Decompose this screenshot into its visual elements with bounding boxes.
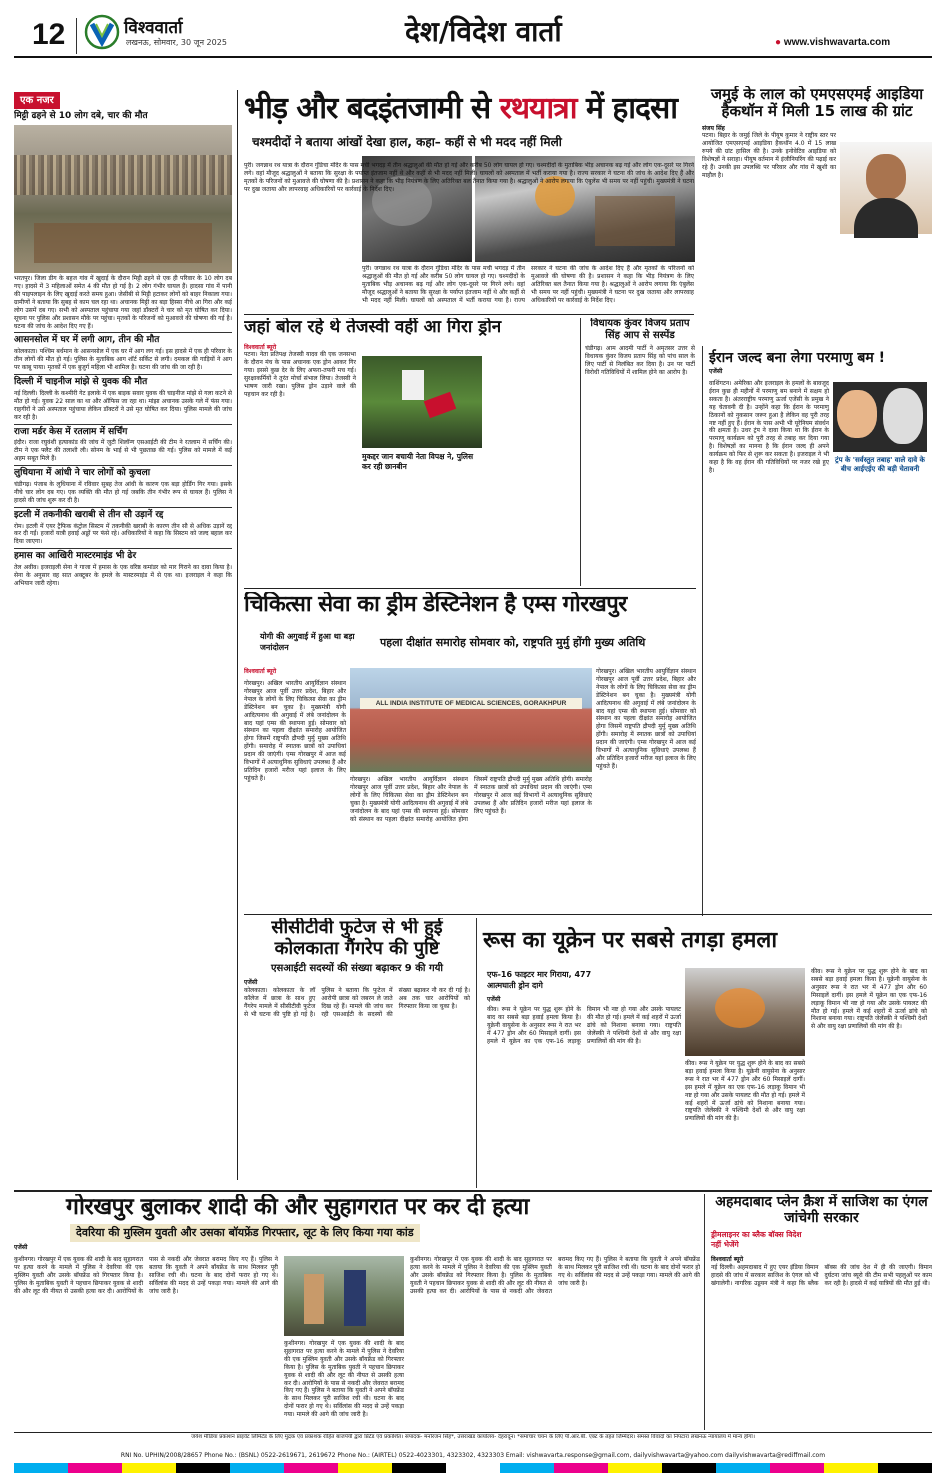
masthead-rule — [14, 56, 932, 58]
kolkata-headline: सीसीटीवी फुटेज से भी हुई कोलकाता गैंगरेप की पुष्टि — [271, 918, 443, 959]
brief-headline-7: हमास का आखिरी मास्टरमाइंड भी ढेर — [14, 548, 232, 563]
iran-photo — [833, 382, 927, 452]
brand-name: विश्ववार्ता — [124, 18, 183, 38]
gorakhpur-subheadline: देवरिया की मुस्लिम युवती और उसका बॉयफ्रेंड गिरफ्तार, लूट के लिए किया गया कांड — [70, 1224, 420, 1241]
iran-byline: एजेंसी — [709, 368, 723, 376]
jamui-headline: जमुई के लाल को एमएसएमई आइडिया हैकथॉन में मिली 15 लाख की ग्रांट — [710, 86, 924, 121]
lead-body-left — [244, 162, 359, 272]
aiims-photo — [350, 668, 592, 772]
lead-body: पुरी। जगन्नाथ रथ यात्रा के दौरान गुंडिचा मंदिर के पास मची भगदड़ में तीन श्रद्धालुओं की मौत हो गई और करीब 50 लोग घायल हो गए। चश्मदीदों के मुताबिक भीड़ अचानक बढ़ गई और लोग एक-दूसरे पर गिरने लगे। वहां मौजूद श्रद्धालुओं ने बताया कि सुरक्षा के पर्याप्त इंतजाम नहीं थे और कहीं से भी मदद नहीं मिली। घायलों को अस्पताल में भर्ती कराया गया है। राज्य सरकार ने घटना की जांच के आदेश दिए हैं और मृतकों के परिजनों को मुआवजे की घोषणा की है। प्रशासन ने कहा कि भीड़ नियंत्रण के लिए अतिरिक्त बल तैनात किया गया है। श्रद्धालुओं ने आरोप लगाया कि एंबुलेंस भी समय पर नहीं पहुंची। मुख्यमंत्री ने घटना पर दुख जताया और लापरवाह अधिकारियों पर कार्रवाई के निर्देश दिए। — [244, 162, 694, 193]
tejashwi-caption: मुकद्दर जान बचायी नेता विपक्ष ने, पुलिस कर रही छानबीन — [362, 452, 474, 471]
lead-body-bottom: पुरी। जगन्नाथ रथ यात्रा के दौरान गुंडिचा मंदिर के पास मची भगदड़ में तीन श्रद्धालुओं की मौत हो गई और करीब 50 लोग घायल हो गए। चश्मदीदों के मुताबिक भीड़ अचानक बढ़ गई और लोग एक-दूसरे पर गिरने लगे। वहां मौजूद श्रद्धालुओं ने बताया कि सुरक्षा के पर्याप्त इंतजाम नहीं थे और कहीं से भी मदद नहीं मिली। घायलों को अस्पताल में भर्ती कराया गया है। राज्य सरकार ने घटना की जांच के आदेश दिए हैं और मृतकों के परिजनों को मुआवजे की घोषणा की है। प्रशासन ने कहा कि भीड़ नियंत्रण के लिए अतिरिक्त बल तैनात किया गया है। श्रद्धालुओं ने आरोप लगाया कि एंबुलेंस भी समय पर नहीं पहुंची। मुख्यमंत्री ने घटना पर दुख जताया और लापरवाह अधिकारियों पर कार्रवाई के निर्देश दिए। — [362, 265, 694, 304]
landslide-photo — [14, 125, 232, 273]
brief-body-4: इंदौर। राजा रघुवंशी हत्याकांड की जांच में जुटी शिलॉन्ग एसआईटी की टीम ने रतलाम में सर्चिंग की। टीम ने एक फ्लैट की तलाशी ली। सोनम के भाई से भी पूछताछ की गई। पुलिस को मामले में कई अहम सबूत मिले हैं। — [14, 439, 232, 463]
aiims-body-left: गोरखपुर। अखिल भारतीय आयुर्विज्ञान संस्थान गोरखपुर आज पूर्वी उत्तर प्रदेश, बिहार और नेपाल के लोगों के लिए चिकित्सा सेवा का ड्रीम डेस्टिनेशन बन चुका है। मुख्यमंत्री योगी आदित्यनाथ की अगुवाई में लंबे जनांदोलन के बाद यहां एम्स की स्थापना हुई। सोमवार को संस्थान का पहला दीक्षांत समारोह आयोजित होगा जिसमें राष्ट्रपति द्रौपदी मुर्मु मुख्य अतिथि होंगी। समारोह में स्नातक छात्रों को उपाधियां प्रदान की जाएंगी। एम्स गोरखपुर में आज कई विभागों में अत्याधुनिक सुविधाएं उपलब्ध हैं और प्रतिदिन हजारों मरीज यहां इलाज के लिए पहुंचते हैं। — [244, 680, 346, 782]
tejashwi-body: पटना। नेता प्रतिपक्ष तेजस्वी यादव की एक जनसभा के दौरान मंच के पास अचानक एक ड्रोन आकर गिर गया। इससे कुछ देर के लिए अफरा-तफरी मच गई। सुरक्षाकर्मियों ने तुरंत मोर्चा संभाल लिया। तेजस्वी ने भाषण जारी रखा। पुलिस ड्रोन उड़ाने वाले की पहचान कर रही है। — [244, 351, 356, 398]
jamui-story — [702, 86, 932, 341]
kolkata-subheadline: एसआईटी सदस्यों की संख्या बढ़ाकर 9 की गयी — [271, 963, 443, 975]
brief-headline-5: लुधियाना में आंधी ने चार लोगों को कुचला — [14, 465, 232, 480]
footer-contact: RNI No. UPHIN/2008/28657 Phone No.: (BSNL) 0522-2619671, 2619672 Phone No.: (AIRTEL) 0522-4023301, 4323302, 4323303 Email: vishwavarta.response@gmail.com, dailyvishwavarta@yahoo.com dailyvishwavarta@rediffmail.com — [120, 1452, 826, 1459]
kolkata-byline: एजेंसी — [244, 979, 258, 987]
aiims-body-far: गोरखपुर। अखिल भारतीय आयुर्विज्ञान संस्थान गोरखपुर आज पूर्वी उत्तर प्रदेश, बिहार और नेपाल के लोगों के लिए चिकित्सा सेवा का ड्रीम डेस्टिनेशन बन चुका है। मुख्यमंत्री योगी आदित्यनाथ की अगुवाई में लंबे जनांदोलन के बाद यहां एम्स की स्थापना हुई। सोमवार को संस्थान का पहला दीक्षांत समारोह आयोजित होगा जिसमें राष्ट्रपति द्रौपदी मुर्मु मुख्य अतिथि होंगी। समारोह में स्नातक छात्रों को उपाधियां प्रदान की जाएंगी। एम्स गोरखपुर में आज कई विभागों में अत्याधुनिक सुविधाएं उपलब्ध हैं और प्रतिदिन हजारों मरीज यहां इलाज के लिए पहुंचते हैं। — [596, 668, 696, 770]
arrest-photo — [284, 1256, 404, 1336]
footer-rule — [14, 1432, 932, 1433]
iran-story — [702, 346, 932, 916]
aiims-sign: ALL INDIA INSTITUTE OF MEDICAL SCIENCES, GORAKHPUR — [360, 698, 582, 709]
russia-body-right: कीव। रूस ने यूक्रेन पर युद्ध शुरू होने के बाद का सबसे बड़ा हवाई हमला किया है। यूक्रेनी वायुसेना के अनुसार रूस ने रात भर में 477 ड्रोन और 60 मिसाइलें दागीं। इस हमले में यूक्रेन का एक एफ-16 लड़ाकू विमान भी नष्ट हो गया और उसके पायलट की मौत हो गई। हमले में कई शहरों में ऊर्जा ढांचे को निशाना बनाया गया। राष्ट्रपति जेलेंस्की ने पश्चिमी देशों से और वायु रक्षा प्रणालियों की मांग की है। — [811, 968, 927, 1031]
gorakhpur-headline: गोरखपुर बुलाकर शादी की और सुहागरात पर कर दी हत्या — [66, 1194, 529, 1220]
gorakhpur-byline: एजेंसी — [14, 1243, 28, 1251]
aiims-subheadline: पहला दीक्षांत समारोह सोमवार को, राष्ट्रपति मुर्मु होंगी मुख्य अतिथि — [380, 636, 646, 649]
color-registration-bar — [14, 1463, 932, 1473]
kolkata-body: कोलकाता। कोलकाता के लॉ कॉलेज में छात्रा के साथ हुए गैंगरेप मामले में सीसीटीवी फुटेज से भी घटना की पुष्टि हो गई है। पुलिस ने बताया कि फुटेज में आरोपी छात्रा को जबरन ले जाते दिख रहे हैं। मामले की जांच कर रही एसआईटी के सदस्यों की संख्या बढ़ाकर नौ कर दी गई है। अब तक चार आरोपियों को गिरफ्तार किया जा चुका है। — [244, 987, 470, 1018]
website-text: www.vishwavarta.com — [783, 37, 891, 48]
gorakhpur-body-mid: कुशीनगर। गोरखपुर में एक युवक की शादी के बाद सुहागरात पर हत्या करने के मामले में पुलिस ने देवरिया की एक मुस्लिम युवती और उसके बॉयफ्रेंड को गिरफ्तार किया है। पुलिस के मुताबिक युवती ने पहचान छिपाकर युवक से शादी की और लूट की नीयत से उसकी हत्या कर दी। आरोपियों के पास से नकदी और जेवरात बरामद किए गए हैं। पुलिस ने बताया कि युवती ने अपने बॉयफ्रेंड के साथ मिलकर पूरी साजिश रची थी। घटना के बाद दोनों फरार हो गए थे। सर्विलांस की मदद से उन्हें पकड़ा गया। मामले की आगे की जांच जारी है। — [284, 1340, 404, 1419]
page-number: 12 — [32, 18, 66, 51]
ahmedabad-headline: अहमदाबाद प्लेन क्रैश में साजिश का एंगल जांचेगी सरकार — [715, 1194, 928, 1227]
masthead — [0, 0, 945, 58]
brief-headline-1: मिट्टी ढहने से 10 लोग दबे, चार की मौत — [14, 111, 148, 122]
brief-body-3: नई दिल्ली। दिल्ली के कश्मीरी गेट इलाके में एक बाइक सवार युवक की चाइनीज मांझे से गला कटने से मौत हो गई। युवक 22 साल का था और ऑफिस जा रहा था। मांझा अचानक उसके गले में फंस गया। राहगीरों ने उसे अस्पताल पहुंचाया लेकिन डॉक्टरों ने उसे मृत घोषित कर दिया। पुलिस मामले की जांच कर रही है। — [14, 389, 232, 421]
kolkata-top-rule — [244, 914, 932, 915]
aiims-top-rule — [244, 588, 696, 589]
aiims-headline: चिकित्सा सेवा का ड्रीम डेस्टिनेशन है एम्स गोरखपुर — [244, 592, 627, 617]
ahmedabad-body: नई दिल्ली। अहमदाबाद में हुए एयर इंडिया विमान हादसे की जांच में सरकार साजिश के एंगल को भी खंगालेगी। नागरिक उड्डयन मंत्री ने कहा कि ब्लैक बॉक्स की जांच देश में ही की जाएगी। विमान दुर्घटना जांच ब्यूरो की टीम सभी पहलुओं पर काम कर रही है। हादसे में कई यात्रियों की मौत हुई थी। — [711, 1263, 932, 1287]
kunwar-story — [580, 318, 695, 586]
gorakhpur-body-right: कुशीनगर। गोरखपुर में एक युवक की शादी के बाद सुहागरात पर हत्या करने के मामले में पुलिस ने देवरिया की एक मुस्लिम युवती और उसके बॉयफ्रेंड को गिरफ्तार किया है। पुलिस के मुताबिक युवती ने पहचान छिपाकर युवक से शादी की और लूट की नीयत से उसकी हत्या कर दी। आरोपियों के पास से नकदी और जेवरात बरामद किए गए हैं। पुलिस ने बताया कि युवती ने अपने बॉयफ्रेंड के साथ मिलकर पूरी साजिश रची थी। घटना के बाद दोनों फरार हो गए थे। सर्विलांस की मदद से उन्हें पकड़ा गया। मामले की आगे की जांच जारी है। — [410, 1256, 700, 1295]
tejashwi-story — [244, 318, 574, 586]
jamui-body: पटना। बिहार के जमुई जिले के पीयूष कुमार ने राष्ट्रीय स्तर पर आयोजित एमएसएमई आइडिया हैकथॉन 4.0 में 15 लाख रुपये की ग्रांट हासिल की है। उनके इनोवेटिव आइडिया को विशेषज्ञों ने सराहा। पीयूष वर्तमान में इंजीनियरिंग की पढ़ाई कर रहे हैं। उनकी इस उपलब्धि पर परिवार और गांव में खुशी का माहौल है। — [702, 132, 836, 179]
tejashwi-headline: जहां बोल रहे थे तेजस्वी वहीं आ गिरा ड्रोन — [244, 318, 502, 337]
left-briefs — [14, 62, 232, 1186]
lead-headline-b: रथयात्रा — [499, 91, 577, 126]
footer-imprint: जयेश मीडिया प्रकाशन प्राइवेट लिमिटेड के लिए मुद्रक एवं प्रकाशक रोहित बाजपेयी द्वारा प्रिंटेड एवं प्रकाशित। संपादक- मनोरंजन सिंह*, उत्तराखंड कार्यालय- देहरादून। *समाचार चयन के लिए पी.आर.बी. एक्ट के तहत जिम्मेदार। समस्त विवादों का निपटारा लखनऊ न्यायालय में मान्य होगा। — [191, 1434, 755, 1440]
header-divider — [76, 18, 77, 54]
aiims-kicker: योगी की अगुवाई में हुआ था बड़ा जनांदोलन — [260, 632, 355, 652]
jamui-photo — [840, 142, 932, 234]
brief-headline-3: दिल्ली में चाइनीज मांझे से युवक की मौत — [14, 374, 232, 389]
brief-headline-2: आसनसोल में घर में लगी आग, तीन की मौत — [14, 332, 232, 347]
column-divider — [237, 90, 238, 1180]
section-title: देश/विदेश वार्ता — [405, 15, 562, 48]
brief-body-1: भरतपुर। जिला डीग के बहज गांव में खुदाई के दौरान मिट्टी ढहने से एक ही परिवार के 10 लोग दब गए। हादसे में 3 महिलाओं समेत 4 की मौत हो गई है। 2 लोग गंभीर घायल हैं। हादसा गांव में पानी की पाइपलाइन के लिए खुदाई करते समय हुआ। जेसीबी से मिट्टी हटाकर लोगों को बाहर निकाला गया। ग्रामीणों ने बताया कि सुबह से काम चल रहा था। अचानक मिट्टी का बड़ा हिस्सा नीचे आ गिरा और कई लोग उसमें दब गए। सभी को अस्पताल पहुंचाया गया जहां डॉक्टरों ने चार को मृत घोषित कर दिया। सूचना पर पुलिस और प्रशासन मौके पर पहुंचा। मृतकों के परिजनों को मुआवजे की घोषणा की गई है। घटना की जांच के आदेश दिए गए हैं। — [14, 275, 232, 330]
brand-logo-icon — [84, 14, 120, 50]
gorakhpur-story — [14, 1194, 700, 1430]
lead-headline-c: में हादसा — [576, 91, 678, 126]
globe-icon: ● — [775, 37, 782, 48]
iran-caption: ट्रंप के 'सर्वस्तुत तबाह' वाले दावे के बीच आईएईए की बड़ी चेतावनी — [835, 456, 925, 474]
bottom-section-rule — [14, 1190, 932, 1192]
jamui-byline: संजय सिंह — [702, 124, 725, 132]
ek-nazar-tag: एक नजर — [14, 92, 60, 109]
ahmedabad-kicker: ड्रीमलाइनर का ब्लैक बॉक्स विदेश नहीं भेजेंगे — [711, 1230, 802, 1250]
lead-headline-a: भीड़ और बदइंतजामी से — [244, 91, 500, 126]
lead-subheadline: चश्मदीदों ने बताया आंखों देखा हाल, कहा– कहीं से भी मदद नहीं मिली — [252, 135, 562, 149]
gorakhpur-body-left: कुशीनगर। गोरखपुर में एक युवक की शादी के बाद सुहागरात पर हत्या करने के मामले में पुलिस ने देवरिया की एक मुस्लिम युवती और उसके बॉयफ्रेंड को गिरफ्तार किया है। पुलिस के मुताबिक युवती ने पहचान छिपाकर युवक से शादी की और लूट की नीयत से उसकी हत्या कर दी। आरोपियों के पास से नकदी और जेवरात बरामद किए गए हैं। पुलिस ने बताया कि युवती ने अपने बॉयफ्रेंड के साथ मिलकर पूरी साजिश रची थी। घटना के बाद दोनों फरार हो गए थे। सर्विलांस की मदद से उन्हें पकड़ा गया। मामले की आगे की जांच जारी है। — [14, 1256, 278, 1295]
kunwar-body: चंडीगढ़। आम आदमी पार्टी ने अमृतसर उत्तर से विधायक कुंवर विजय प्रताप सिंह को पांच साल के लिए पार्टी से निलंबित कर दिया है। उन पर पार्टी विरोधी गतिविधियों में शामिल होने का आरोप है। — [585, 345, 695, 376]
aiims-story — [244, 592, 696, 912]
brief-headline-6: इटली में तकनीकी खराबी से तीन सौ उड़ानें रद्द — [14, 507, 232, 522]
dateline: लखनऊ, सोमवार, 30 जून 2025 — [126, 38, 227, 47]
russia-kicker: एफ-16 फाइटर मार गिराया, 477 आत्मघाती ड्रोन दागे — [487, 970, 592, 990]
lead-divider — [244, 314, 694, 315]
brief-body-7: तेल अवीव। इजराइली सेना ने गाजा में हमास के एक वरिष्ठ कमांडर को मार गिराने का दावा किया है। सेना के अनुसार वह सात अक्टूबर के हमले के मास्टरमाइंड में से एक था। इजराइल ने कहा कि अभियान जारी रहेगा। — [14, 564, 232, 587]
strike-photo — [685, 968, 805, 1056]
brief-body-5: चंडीगढ़। पंजाब के लुधियाना में रविवार सुबह तेज आंधी के कारण एक बड़ा होर्डिंग गिर गया। इसके नीचे चार लोग दब गए। एक व्यक्ति की मौत हो गई जबकि तीन गंभीर रूप से घायल हैं। पुलिस ने हादसे की जांच शुरू कर दी है। — [14, 480, 232, 504]
tejashwi-byline: विश्ववार्ता ब्यूरो — [244, 343, 277, 351]
drone-photo — [362, 356, 482, 448]
iran-body: वाशिंगटन। अमेरिका और इजराइल के हमलों के बावजूद ईरान कुछ ही महीनों में परमाणु बम बनाने में सक्षम हो सकता है। अंतरराष्ट्रीय परमाणु ऊर्जा एजेंसी के प्रमुख ने यह चेतावनी दी है। उन्होंने कहा कि ईरान के परमाणु ठिकानों को नुकसान जरूर हुआ है लेकिन वह पूरी तरह नष्ट नहीं हुए हैं। ईरान के पास अभी भी यूरेनियम संवर्धन की क्षमता है। उधर ट्रंप ने दावा किया था कि ईरान के परमाणु कार्यक्रम को पूरी तरह से तबाह कर दिया गया है। विशेषज्ञों का मानना है कि ईरान जल्द ही अपने कार्यक्रम को फिर से शुरू कर सकता है। इजराइल ने भी कहा है कि वह ईरान की गतिविधियों पर नजर रखे हुए है। — [709, 380, 829, 474]
ahmedabad-byline: विश्ववार्ता ब्यूरो — [711, 1255, 744, 1263]
russia-body-mid: कीव। रूस ने यूक्रेन पर युद्ध शुरू होने के बाद का सबसे बड़ा हवाई हमला किया है। यूक्रेनी वायुसेना के अनुसार रूस ने रात भर में 477 ड्रोन और 60 मिसाइलें दागीं। इस हमले में यूक्रेन का एक एफ-16 लड़ाकू विमान भी नष्ट हो गया और उसके पायलट की मौत हो गई। हमले में कई शहरों में ऊर्जा ढांचे को निशाना बनाया गया। राष्ट्रपति जेलेंस्की ने पश्चिमी देशों से और वायु रक्षा प्रणालियों की मांग की है। — [685, 1060, 805, 1123]
lead-headline — [244, 86, 694, 132]
russia-byline: एजेंसी — [487, 996, 501, 1003]
aiims-body-right: गोरखपुर। अखिल भारतीय आयुर्विज्ञान संस्थान गोरखपुर आज पूर्वी उत्तर प्रदेश, बिहार और नेपाल के लोगों के लिए चिकित्सा सेवा का ड्रीम डेस्टिनेशन बन चुका है। मुख्यमंत्री योगी आदित्यनाथ की अगुवाई में लंबे जनांदोलन के बाद यहां एम्स की स्थापना हुई। सोमवार को संस्थान का पहला दीक्षांत समारोह आयोजित होगा जिसमें राष्ट्रपति द्रौपदी मुर्मु मुख्य अतिथि होंगी। समारोह में स्नातक छात्रों को उपाधियां प्रदान की जाएंगी। एम्स गोरखपुर में आज कई विभागों में अत्याधुनिक सुविधाएं उपलब्ध हैं और प्रतिदिन हजारों मरीज यहां इलाज के लिए पहुंचते हैं। — [350, 776, 592, 823]
ahmedabad-story — [704, 1194, 932, 1430]
website-link[interactable] — [775, 37, 890, 48]
iran-headline: ईरान जल्द बना लेगा परमाणु बम ! — [709, 350, 886, 366]
kolkata-story — [244, 918, 470, 1188]
russia-body-left: कीव। रूस ने यूक्रेन पर युद्ध शुरू होने के बाद का सबसे बड़ा हवाई हमला किया है। यूक्रेनी वायुसेना के अनुसार रूस ने रात भर में 477 ड्रोन और 60 मिसाइलें दागीं। इस हमले में यूक्रेन का एक एफ-16 लड़ाकू विमान भी नष्ट हो गया और उसके पायलट की मौत हो गई। हमले में कई शहरों में ऊर्जा ढांचे को निशाना बनाया गया। राष्ट्रपति जेलेंस्की ने पश्चिमी देशों से और वायु रक्षा प्रणालियों की मांग की है। — [487, 1006, 681, 1045]
brief-headline-4: राजा मर्डर केस में रतलाम में सर्चिंग — [14, 424, 232, 439]
aiims-byline: विश्ववार्ता ब्यूरो — [244, 668, 277, 675]
brief-body-2: कोलकाता। पश्चिम बर्धमान के आसनसोल में एक घर में आग लग गई। इस हादसे में एक ही परिवार के तीन लोगों की मौत हो गई। पुलिस के मुताबिक आग शॉर्ट सर्किट से लगी। दमकल की गाड़ियों ने आग पर काबू पाया। मृतकों में एक बुजुर्ग महिला भी शामिल है। घटना की जांच की जा रही है। — [14, 348, 232, 372]
russia-story — [476, 918, 932, 1188]
russia-headline: रूस का यूक्रेन पर सबसे तगड़ा हमला — [483, 928, 778, 953]
kunwar-headline: विधायक कुंवर विजय प्रताप सिंह आप से सस्पेंड — [590, 318, 690, 341]
brief-body-6: रोम। इटली में एयर ट्रैफिक कंट्रोल सिस्टम में तकनीकी खराबी के कारण तीन सौ से अधिक उड़ानें रद्द कर दी गईं। हजारों यात्री हवाई अड्डों पर फंसे रहे। अधिकारियों ने कहा कि सिस्टम को जल्द बहाल कर दिया जाएगा। — [14, 522, 232, 546]
